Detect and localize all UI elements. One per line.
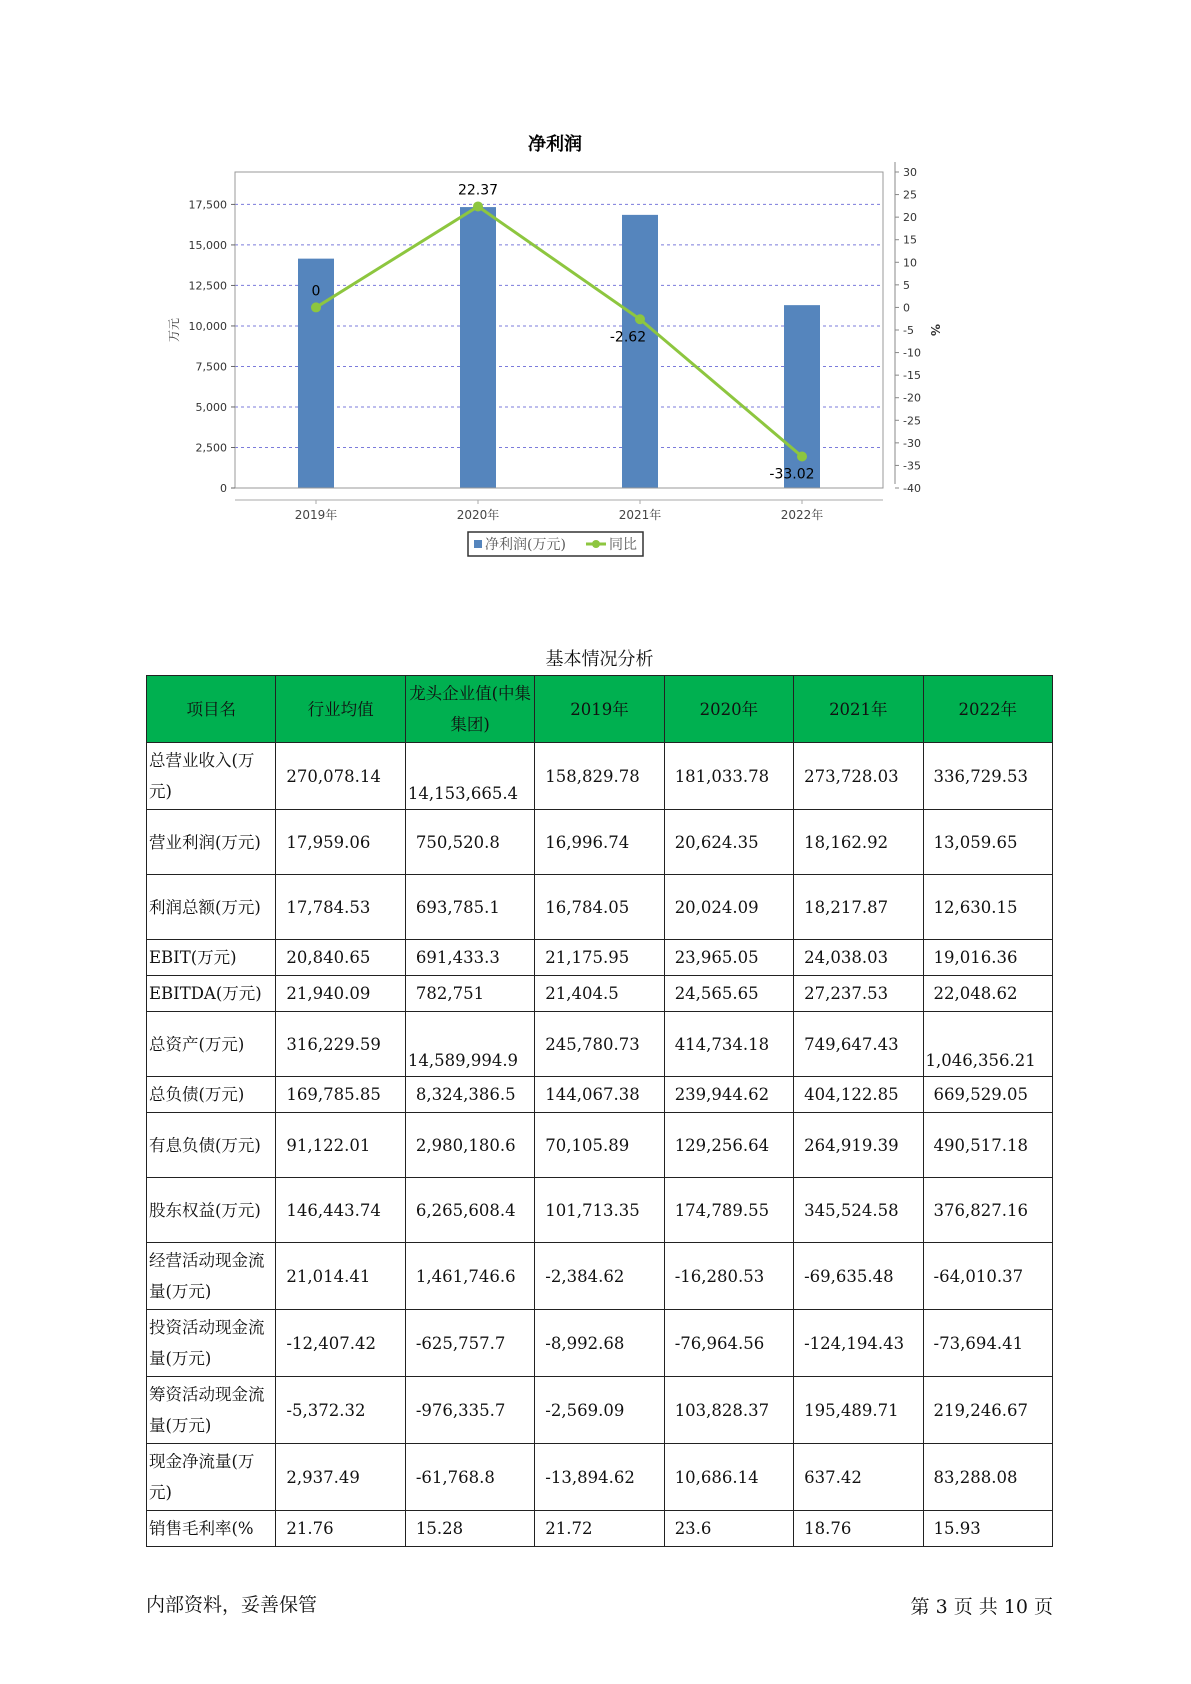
yoy-point: [473, 201, 483, 211]
legend-line-marker: [592, 540, 600, 548]
yoy-data-label: 22.37: [457, 182, 499, 199]
table-cell: 103,828.37: [664, 1377, 793, 1444]
table-cell: 24,565.65: [664, 976, 793, 1012]
y-right-tick-label: -5: [903, 324, 914, 337]
table-cell: 15.28: [405, 1511, 534, 1547]
table-cell: 404,122.85: [794, 1077, 923, 1113]
y-right-axis-title: %: [928, 323, 942, 337]
row-label: 股东权益(万元): [147, 1178, 276, 1243]
table-cell: 490,517.18: [923, 1113, 1052, 1178]
x-tick-label: 2019年: [294, 508, 338, 522]
yoy-point: [311, 302, 321, 312]
table-cell: 336,729.53: [923, 743, 1052, 810]
footer-page-number: 第 3 页 共 10 页: [910, 1596, 1053, 1618]
legend-bar-swatch: [474, 540, 482, 548]
table-cell: 414,734.18: [664, 1012, 793, 1077]
row-label: 筹资活动现金流量(万元): [147, 1377, 276, 1444]
y-tick-label: 5,000: [195, 400, 227, 414]
table-title: 基本情况分析: [545, 649, 654, 670]
y-right-tick-label: 30: [903, 166, 917, 179]
table-cell: -8,992.68: [535, 1310, 664, 1377]
table-cell: 19,016.36: [923, 940, 1052, 976]
bar-2020年: [460, 207, 496, 488]
table-cell: 174,789.55: [664, 1178, 793, 1243]
table-row: [147, 1310, 1053, 1377]
table-cell: -69,635.48: [794, 1243, 923, 1310]
table-cell: 21,940.09: [276, 976, 405, 1012]
footer-confidential-note: 内部资料，妥善保管: [146, 1594, 318, 1616]
row-label: 营业利润(万元): [147, 810, 276, 875]
row-label: 现金净流量(万元): [147, 1444, 276, 1511]
table-cell: 18.76: [794, 1511, 923, 1547]
legend-line-label: 同比: [609, 537, 637, 553]
table-row: [147, 940, 1053, 976]
table-cell: 181,033.78: [664, 743, 793, 810]
table-cell: 219,246.67: [923, 1377, 1052, 1444]
table-row: [147, 1012, 1053, 1077]
table-cell: 691,433.3: [405, 940, 534, 976]
table-row: [147, 976, 1053, 1012]
table-cell: 14,153,665.4: [405, 743, 534, 810]
header-2022: 2022年: [923, 676, 1052, 743]
y-right-tick-label: 5: [903, 278, 910, 292]
row-label: 经营活动现金流量(万元): [147, 1243, 276, 1310]
yoy-data-label: 0: [311, 283, 321, 300]
table-cell: 144,067.38: [535, 1077, 664, 1113]
chart-title: 净利润: [528, 134, 582, 155]
table-cell: -625,757.7: [405, 1310, 534, 1377]
yoy-point: [797, 451, 807, 461]
table-cell: 1,461,746.6: [405, 1243, 534, 1310]
table-cell: 21.76: [276, 1511, 405, 1547]
table-cell: 23.6: [664, 1511, 793, 1547]
y-tick-label: 15,000: [188, 238, 227, 252]
table-cell: 376,827.16: [923, 1178, 1052, 1243]
table-cell: 20,840.65: [276, 940, 405, 976]
y-right-tick-label: 20: [903, 211, 917, 225]
table-cell: -2,384.62: [535, 1243, 664, 1310]
table-cell: 70,105.89: [535, 1113, 664, 1178]
table-cell: 316,229.59: [276, 1012, 405, 1077]
table-cell: 22,048.62: [923, 976, 1052, 1012]
table-cell: 158,829.78: [535, 743, 664, 810]
table-cell: 129,256.64: [664, 1113, 793, 1178]
y-right-tick-label: -10: [903, 346, 921, 360]
table-cell: 24,038.03: [794, 940, 923, 976]
table-cell: -5,372.32: [276, 1377, 405, 1444]
row-label: 总资产(万元): [147, 1012, 276, 1077]
table-row: [147, 1077, 1053, 1113]
table-cell: -13,894.62: [535, 1444, 664, 1511]
table-cell: 239,944.62: [664, 1077, 793, 1113]
table-cell: 17,784.53: [276, 875, 405, 940]
table-cell: 18,217.87: [794, 875, 923, 940]
yoy-data-label: -33.02: [769, 466, 815, 483]
table-cell: 27,237.53: [794, 976, 923, 1012]
y-right-tick-label: 25: [903, 188, 917, 202]
table-cell: -12,407.42: [276, 1310, 405, 1377]
table-row: [147, 1377, 1053, 1444]
row-label: 总营业收入(万元): [147, 743, 276, 810]
table-cell: 245,780.73: [535, 1012, 664, 1077]
table-cell: 16,996.74: [535, 810, 664, 875]
table-cell: 195,489.71: [794, 1377, 923, 1444]
y-right-tick-label: 0: [903, 301, 910, 315]
table-cell: -124,194.43: [794, 1310, 923, 1377]
y-axis-title: 万元: [167, 317, 181, 343]
table-cell: 101,713.35: [535, 1178, 664, 1243]
table-cell: -976,335.7: [405, 1377, 534, 1444]
yoy-point: [635, 314, 645, 324]
table-cell: -76,964.56: [664, 1310, 793, 1377]
table-cell: 750,520.8: [405, 810, 534, 875]
table-cell: 669,529.05: [923, 1077, 1052, 1113]
table-cell: 21.72: [535, 1511, 664, 1547]
table-cell: 2,980,180.6: [405, 1113, 534, 1178]
table-cell: 2,937.49: [276, 1444, 405, 1511]
table-cell: 169,785.85: [276, 1077, 405, 1113]
table-cell: 264,919.39: [794, 1113, 923, 1178]
y-tick-label: 7,500: [195, 360, 227, 374]
x-tick-label: 2022年: [780, 508, 824, 522]
table-cell: 782,751: [405, 976, 534, 1012]
row-label: 投资活动现金流量(万元): [147, 1310, 276, 1377]
legend-bar-label: 净利润(万元): [485, 537, 566, 553]
table-cell: 273,728.03: [794, 743, 923, 810]
table-cell: 83,288.08: [923, 1444, 1052, 1511]
bar-2021年: [622, 215, 658, 488]
y-right-tick-label: -30: [903, 436, 921, 450]
y-tick-label: 0: [220, 482, 227, 495]
y-tick-label: 10,000: [188, 319, 227, 333]
table-cell: 146,443.74: [276, 1178, 405, 1243]
row-label: 销售毛利率(%: [147, 1511, 276, 1547]
table-row: [147, 1113, 1053, 1178]
y-right-tick-label: 15: [903, 233, 917, 247]
table-cell: 1,046,356.21: [923, 1012, 1052, 1077]
table-cell: -61,768.8: [405, 1444, 534, 1511]
table-cell: 15.93: [923, 1511, 1052, 1547]
y-right-tick-label: -40: [903, 482, 921, 495]
table-cell: -16,280.53: [664, 1243, 793, 1310]
y-right-tick-label: -25: [903, 414, 921, 428]
y-tick-label: 17,500: [188, 198, 227, 212]
table-cell: 91,122.01: [276, 1113, 405, 1178]
y-tick-label: 12,500: [188, 279, 227, 293]
table-cell: 14,589,994.9: [405, 1012, 534, 1077]
table-cell: 637.42: [794, 1444, 923, 1511]
table-cell: 345,524.58: [794, 1178, 923, 1243]
chart-svg: [150, 130, 1050, 610]
header-2021: 2021年: [794, 676, 923, 743]
header-leader-value: 龙头企业值(中集集团): [405, 676, 534, 743]
table-cell: 6,265,608.4: [405, 1178, 534, 1243]
table-row: [147, 810, 1053, 875]
net-profit-chart: [150, 130, 1050, 610]
table-cell: 8,324,386.5: [405, 1077, 534, 1113]
table-cell: 12,630.15: [923, 875, 1052, 940]
table-cell: 17,959.06: [276, 810, 405, 875]
x-tick-label: 2021年: [618, 508, 662, 522]
table-cell: 23,965.05: [664, 940, 793, 976]
table-cell: 13,059.65: [923, 810, 1052, 875]
yoy-line: [316, 206, 802, 456]
table-cell: -2,569.09: [535, 1377, 664, 1444]
row-label: 有息负债(万元): [147, 1113, 276, 1178]
table-cell: 21,175.95: [535, 940, 664, 976]
header-industry-average: 行业均值: [276, 676, 405, 743]
table-cell: 16,784.05: [535, 875, 664, 940]
y-tick-label: 2,500: [195, 441, 227, 455]
header-item-name: 项目名: [147, 676, 276, 743]
y-right-tick-label: 10: [903, 256, 917, 270]
table-cell: 693,785.1: [405, 875, 534, 940]
table-header-row: [147, 676, 1053, 743]
table-cell: 18,162.92: [794, 810, 923, 875]
table-cell: -73,694.41: [923, 1310, 1052, 1377]
table-row: [147, 1178, 1053, 1243]
table-cell: 20,624.35: [664, 810, 793, 875]
table-cell: 20,024.09: [664, 875, 793, 940]
table-row: [147, 1444, 1053, 1511]
table-row: [147, 1511, 1053, 1547]
row-label: EBITDA(万元): [147, 976, 276, 1012]
table-cell: 21,014.41: [276, 1243, 405, 1310]
table-cell: 749,647.43: [794, 1012, 923, 1077]
table-row: [147, 875, 1053, 940]
x-tick-label: 2020年: [456, 508, 500, 522]
table-row: [147, 1243, 1053, 1310]
y-right-tick-label: -20: [903, 391, 921, 405]
row-label: EBIT(万元): [147, 940, 276, 976]
yoy-data-label: -2.62: [609, 329, 647, 346]
header-2020: 2020年: [664, 676, 793, 743]
y-right-tick-label: -35: [903, 459, 921, 473]
table-cell: 21,404.5: [535, 976, 664, 1012]
table-cell: 270,078.14: [276, 743, 405, 810]
basic-analysis-table: [146, 675, 1053, 1547]
table-cell: 10,686.14: [664, 1444, 793, 1511]
y-right-tick-label: -15: [903, 369, 921, 383]
table-row: [147, 743, 1053, 810]
header-2019: 2019年: [535, 676, 664, 743]
row-label: 利润总额(万元): [147, 875, 276, 940]
table-cell: -64,010.37: [923, 1243, 1052, 1310]
row-label: 总负债(万元): [147, 1077, 276, 1113]
